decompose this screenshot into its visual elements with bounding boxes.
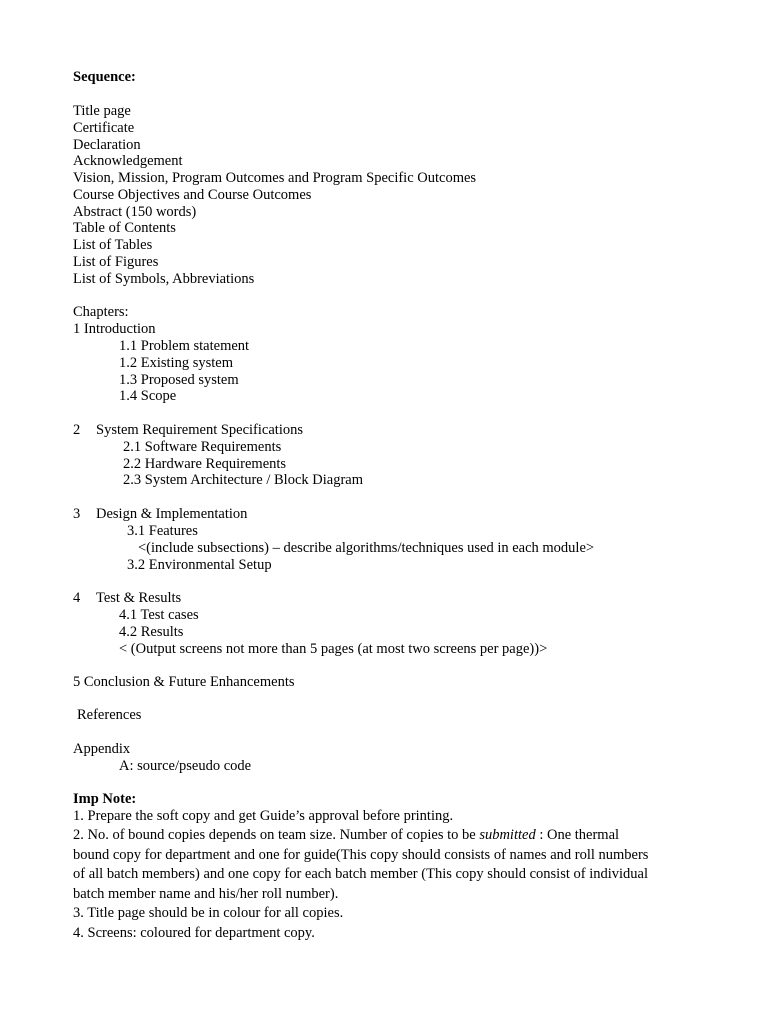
chapter-3-subsections-note: <(include subsections) – describe algorithms/techniques used in each module> bbox=[138, 540, 595, 556]
imp-note-2-start: 2. No. of bound copies depends on team size. Number of copies to be bbox=[73, 827, 480, 843]
front-matter-item: Vision, Mission, Program Outcomes and Program Specific Outcomes bbox=[73, 170, 477, 186]
chapter-4-item: 4.1 Test cases bbox=[119, 607, 199, 623]
chapter-1-title: 1 Introduction bbox=[73, 321, 156, 337]
chapter-4-number: 4 bbox=[73, 590, 81, 606]
chapter-3-number: 3 bbox=[73, 506, 81, 522]
front-matter-item: Title page bbox=[73, 103, 131, 119]
chapter-2-item: 2.1 Software Requirements bbox=[123, 439, 282, 455]
front-matter-item: Course Objectives and Course Outcomes bbox=[73, 187, 312, 203]
front-matter-item: Declaration bbox=[73, 137, 141, 153]
chapter-2-title: System Requirement Specifications bbox=[96, 422, 303, 438]
imp-note-2-line-1 bbox=[73, 826, 619, 845]
chapter-4-title: Test & Results bbox=[96, 590, 182, 606]
chapter-2-item: 2.2 Hardware Requirements bbox=[123, 456, 287, 472]
chapter-5-title: 5 Conclusion & Future Enhancements bbox=[73, 674, 295, 690]
chapter-3-features: 3.1 Features bbox=[127, 523, 198, 539]
imp-note-2-italic: submitted bbox=[479, 827, 536, 843]
references-heading: References bbox=[77, 707, 142, 723]
imp-note-2-end: : One thermal bbox=[535, 827, 620, 843]
imp-note-3: 3. Title page should be in colour for all copies. bbox=[73, 905, 344, 921]
imp-note-2-line-3: of all batch members) and one copy for each batch member (This copy should consist of individual bbox=[73, 866, 649, 882]
chapter-1-item: 1.1 Problem statement bbox=[119, 338, 250, 354]
imp-note-4: 4. Screens: coloured for department copy. bbox=[73, 925, 315, 941]
chapter-1-item: 1.3 Proposed system bbox=[119, 372, 239, 388]
appendix-heading: Appendix bbox=[73, 741, 131, 757]
chapter-2-number: 2 bbox=[73, 422, 81, 438]
chapters-heading: Chapters: bbox=[73, 304, 129, 320]
front-matter-item: Table of Contents bbox=[73, 220, 176, 236]
front-matter-item: List of Figures bbox=[73, 254, 159, 270]
sequence-heading: Sequence: bbox=[73, 69, 136, 85]
chapter-1-item: 1.2 Existing system bbox=[119, 355, 233, 371]
chapter-2-item: 2.3 System Architecture / Block Diagram bbox=[123, 472, 364, 488]
appendix-item: A: source/pseudo code bbox=[119, 758, 252, 774]
imp-note-2-line-2: bound copy for department and one for guide(This copy should consists of names and roll numbers bbox=[73, 847, 649, 863]
imp-note-1: 1. Prepare the soft copy and get Guide’s approval before printing. bbox=[73, 808, 454, 824]
imp-note-heading: Imp Note: bbox=[73, 791, 137, 807]
front-matter-item: Acknowledgement bbox=[73, 153, 183, 169]
chapter-3-setup: 3.2 Environmental Setup bbox=[127, 557, 272, 573]
chapter-4-item: 4.2 Results bbox=[119, 624, 184, 640]
chapter-4-screens-note: < (Output screens not more than 5 pages (at most two screens per page))> bbox=[119, 641, 548, 657]
front-matter-item: List of Symbols, Abbreviations bbox=[73, 271, 255, 287]
chapter-3-title: Design & Implementation bbox=[96, 506, 248, 522]
front-matter-item: Certificate bbox=[73, 120, 135, 136]
front-matter-item: Abstract (150 words) bbox=[73, 204, 197, 220]
chapter-1-item: 1.4 Scope bbox=[119, 388, 177, 404]
imp-note-2-line-4: batch member name and his/her roll number). bbox=[73, 886, 339, 902]
front-matter-item: List of Tables bbox=[73, 237, 153, 253]
